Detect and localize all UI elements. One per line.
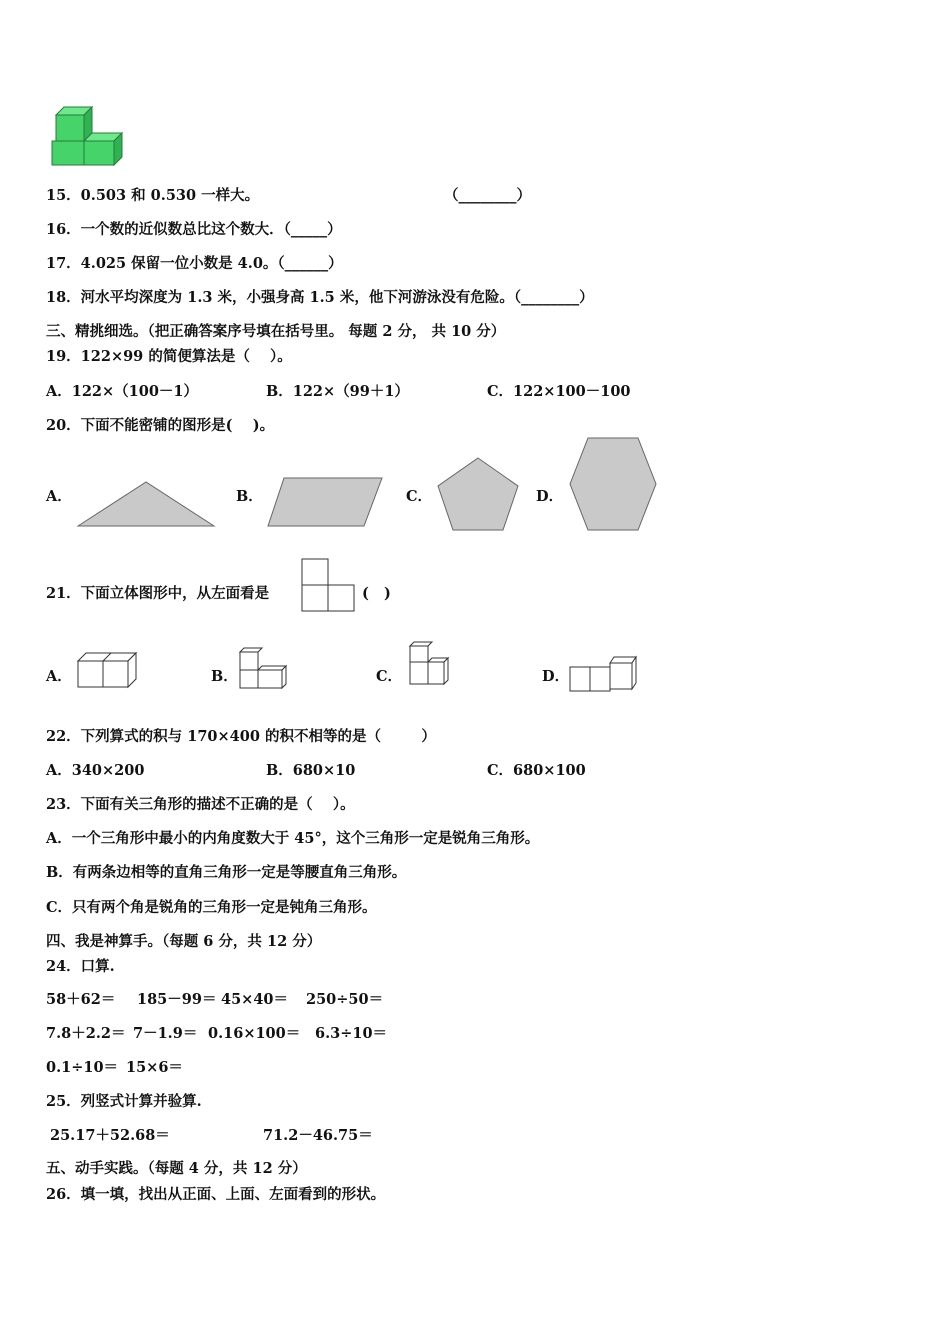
q26-stem: 26．填一填，找出从正面、上面、左面看到的形状。 (46, 1186, 386, 1203)
q18-text: 18．河水平均深度为 1.3 米，小强身高 1.5 米，他下河游泳没有危险。（________） (46, 289, 594, 306)
q20-label-b[interactable]: B． (236, 488, 263, 505)
q16-text: 16．一个数的近似数总比这个数大．（_____） (46, 221, 342, 238)
q23-stem: 23．下面有关三角形的描述不正确的是（ ）。 (46, 796, 355, 813)
solid-option-b[interactable] (238, 648, 288, 692)
q25-item-1: 25.17＋52.68＝ (50, 1127, 170, 1144)
q24-r2-1: 7.8＋2.2＝ (46, 1025, 126, 1042)
q21-label-d[interactable]: D． (542, 668, 570, 685)
triangle-shape[interactable] (76, 480, 216, 530)
q20-label-a[interactable]: A． (46, 488, 72, 505)
q24-r3-2: 15×6＝ (126, 1059, 183, 1076)
q19-option-c[interactable]: C．122×100－100 (487, 383, 631, 400)
q21-label-b[interactable]: B． (211, 668, 238, 685)
solid-option-a[interactable] (76, 647, 138, 689)
q24-r1-4: 250÷50＝ (306, 991, 384, 1008)
q22-stem: 22．下列算式的积与 170×400 的积不相等的是（ ） (46, 728, 436, 745)
solid-option-d[interactable] (568, 655, 638, 693)
q24-r1-1: 58＋62＝ (46, 991, 116, 1008)
q20-label-c[interactable]: C． (406, 488, 433, 505)
section4-title: 四、我是神算手。（每题 6 分，共 12 分） (46, 933, 322, 950)
q21-paren[interactable]: ( ) (362, 585, 391, 602)
pentagon-shape[interactable] (436, 456, 520, 532)
q17-text: 17．4.025 保留一位小数是 4.0。（______） (46, 255, 343, 272)
section3-title: 三、精挑细选。（把正确答案序号填在括号里。 每题 2 分， 共 10 分） (46, 323, 506, 340)
left-view-figure (301, 558, 355, 612)
q19-stem: 19．122×99 的简便算法是（ ）。 (46, 348, 292, 365)
green-cubes-figure (48, 103, 128, 167)
q19-option-a[interactable]: A．122×（100－1） (46, 383, 199, 400)
q25-stem: 25．列竖式计算并验算. (46, 1093, 202, 1110)
q21-label-c[interactable]: C． (376, 668, 403, 685)
q15-blank[interactable]: （________） (444, 187, 531, 204)
q24-r2-2: 7－1.9＝ (133, 1025, 198, 1042)
hexagon-shape[interactable] (568, 436, 658, 532)
q23-option-a[interactable]: A．一个三角形中最小的内角度数大于 45°，这个三角形一定是锐角三角形。 (46, 830, 540, 847)
q24-r1-2: 185－99＝ (137, 991, 217, 1008)
q21-label-a[interactable]: A． (46, 668, 72, 685)
q22-option-a[interactable]: A．340×200 (46, 762, 145, 779)
parallelogram-shape[interactable] (266, 476, 384, 528)
q15-text: 15．0.503 和 0.530 一样大。 (46, 187, 260, 204)
q22-option-b[interactable]: B．680×10 (266, 762, 356, 779)
q22-option-c[interactable]: C．680×100 (487, 762, 586, 779)
solid-option-c[interactable] (406, 642, 450, 688)
q25-item-2: 71.2－46.75＝ (263, 1127, 373, 1144)
q24-stem: 24．口算. (46, 958, 115, 975)
q21-stem: 21．下面立体图形中，从左面看是 (46, 585, 270, 602)
q24-r3-1: 0.1÷10＝ (46, 1059, 119, 1076)
q23-option-b[interactable]: B．有两条边相等的直角三角形一定是等腰直角三角形。 (46, 864, 407, 881)
q19-option-b[interactable]: B．122×（99＋1） (266, 383, 409, 400)
q24-r2-4: 6.3÷10＝ (315, 1025, 388, 1042)
q24-r2-3: 0.16×100＝ (208, 1025, 301, 1042)
q20-stem: 20．下面不能密铺的图形是( )。 (46, 417, 275, 434)
q20-label-d[interactable]: D． (536, 488, 564, 505)
q24-r1-3: 45×40＝ (221, 991, 289, 1008)
section5-title: 五、动手实践。（每题 4 分，共 12 分） (46, 1160, 307, 1177)
q23-option-c[interactable]: C．只有两个角是锐角的三角形一定是钝角三角形。 (46, 899, 377, 916)
